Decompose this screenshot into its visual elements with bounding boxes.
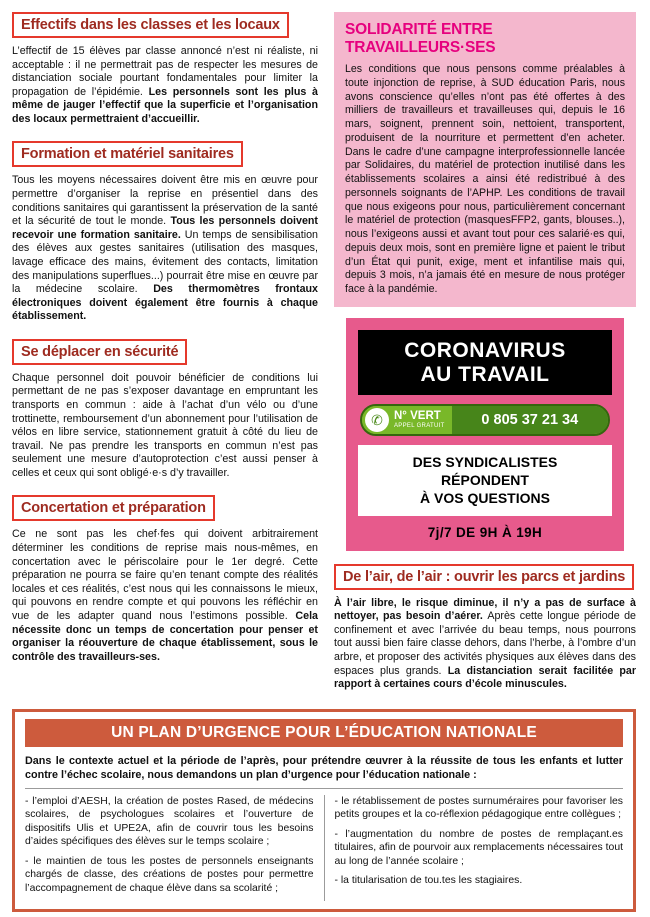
section-title-deplacement: Se déplacer en sécurité (12, 339, 187, 365)
numero-vert-label (394, 411, 445, 429)
section-body-deplacement: Chaque personnel doit pouvoir bénéficier de conditions lui permettant de ne pas s’exposer davantage en empruntant les transports en commun : aide à l’achat d’un vélo ou d’une trottinette, remboursement d’un abonnement pour l’utilisation de vélos en libre service, stationnement gratuit à côté du lieu de travail. Ne pas prendre les transports en commun n’est pas seulement une mesure d’autoprotection c’est aussi penser à celles et ceux qui sont obligé·e·s d’y travailler. (12, 371, 318, 479)
plan-list-right (325, 795, 624, 902)
section-body-formation: Tous les moyens nécessaires doivent être mis en œuvre pour permettre d’organiser la reprise en présentiel dans des conditions sanitaires qui garantissent la préservation de la santé et la sécurité de tout le monde. Tous les personnels doivent recevoir une formation sanitaire. Un temps de sensibilisation des élèves aux gestes sanitaires (utilisation des masques, lavage efficace des mains, évitement des contacts, limitation des manipulations superflues...) pourrait être mise en œuvre par la médecine scolaire. Des thermomètres frontaux électroniques doivent également être fournis à chaque établissement. (12, 174, 318, 323)
plan-item: - le maintien de tous les postes de personnels enseignants chargés de classe, des créations de postes pour permettre l’accompagnement de chaque élève dans sa scolarité ; (25, 855, 314, 894)
section-body-air: À l’air libre, le risque diminue, il n’y a pas de surface à nettoyer, pas besoin d’aérer. Après cette longue période de confinement et avec l’arrivée du beau temps, nous pourrons tout aussi bien faire classe dehors, dans l’herbe, à l’ombre d’un arbre, et proposer des activités physiques aux élèves dans des espaces plus grands. La distanciation serait facilitée par rapport à certaines cours d’école minuscules. (334, 596, 637, 691)
column-left (12, 12, 318, 707)
plan-item: - l’emploi d’AESH, la création de postes Rased, de médecins scolaires, de psychologues scolaires et l’ouverture de dispositifs Ulis et UPE2A, afin de couvrir tous les besoins d’aides spécifiques des élèves sur le temps scolaire ; (25, 795, 314, 848)
section-air (334, 564, 636, 692)
section-title-formation: Formation et matériel sanitaires (12, 141, 243, 167)
hotline-phone-number: 0 805 37 21 34 (452, 406, 608, 434)
coronavirus-card-title (358, 330, 612, 395)
solidarity-box (334, 12, 636, 307)
subtitle-line2: RÉPONDENT (441, 472, 529, 489)
section-title-concertation: Concertation et préparation (12, 495, 215, 521)
coronavirus-card (346, 318, 624, 551)
subtitle-line1: DES SYNDICALISTES (412, 454, 558, 471)
numero-vert-text: N° VERT (394, 410, 441, 423)
section-body-concertation: Ce ne sont pas les chef·fes qui doivent arbitrairement déterminer les conditions de reprise mais nous-mêmes, en concertation avec le périscolaire pour le 1er degré. Cette préparation ne pourra se faire qu’en tenant compte des réalités locales et ces réalités, c’est nous qui les connaissons le mieux, qui pouvons en rendre compte et qui pouvons les réfléchir en vue de les adapter quand nous l’estimons possible. Cela nécessite donc un temps de concertation pour penser et organiser la réouverture de chaque établissement, sous le contrôle des travailleurs-ses. (12, 528, 318, 663)
phone-icon: ✆ (365, 408, 389, 432)
column-right (334, 12, 636, 707)
section-title-effectifs: Effectifs dans les classes et les locaux (12, 12, 289, 38)
plan-item: - le rétablissement de postes surnuméraires pour favoriser les petits groupes et la co-réflexion pédagogique entre collègues ; (334, 795, 623, 821)
numero-vert-badge (360, 404, 610, 436)
solidarity-title: SOLIDARITÉ ENTRE TRAVAILLEURS·SES (345, 21, 496, 56)
coronavirus-title-line1: CORONAVIRUS (404, 339, 566, 363)
plan-item: - l’augmentation du nombre de postes de remplaçant.es titulaires, afin de pourvoir aux remplacements nécessaires tout au long de l’année scolaire ; (334, 828, 623, 867)
plan-item: - la titularisation de tou.tes les stagiaires. (334, 875, 523, 887)
coronavirus-card-subtitle (358, 445, 612, 516)
section-body-effectifs: L’effectif de 15 élèves par classe annoncé n’est ni réaliste, ni acceptable : il ne permettrait pas de respecter les mesures de distanciation sociale pourtant fondamentales pour limiter la propagation de l’épidémie. Les personnels sont les plus à même de jauger l’effectif que la superficie et l’organisation des locaux permettraient d’accueillir. (12, 45, 318, 125)
section-deplacement (12, 339, 318, 481)
plan-title: UN PLAN D’URGENCE POUR L’ÉDUCATION NATIONALE (25, 719, 623, 747)
plan-box (12, 709, 636, 913)
two-column-area (12, 12, 636, 707)
section-effectifs (12, 12, 318, 126)
section-formation (12, 141, 318, 323)
appel-gratuit-text: APPEL GRATUIT (394, 422, 445, 429)
plan-list-left (25, 795, 325, 902)
section-title-air: De l’air, de l’air : ouvrir les parcs et jardins (334, 564, 634, 590)
subtitle-line3: À VOS QUESTIONS (420, 490, 550, 507)
solidarity-body: Les conditions que nous pensons comme préalables à toute injonction de reprise, à SUD éducation Paris, nous avons conscience qu’elles n’ont pas été offertes à des milliers de travailleurs et travailleuses qui, depuis le 16 mars, soignent, prennent soin, nettoient, transportent, produisent de la nourriture et permettent d’en acheter. Dans le cadre d’une campagne interprofessionnelle lancée par Solidaires, du matériel de protection inutilisé dans les établissements scolaires a ainsi été redistribué à des personnels soignants de l’APHP. Les conditions de travail que nous exigeons pour nous, particulièrement concernant le matériel de protection (masquesFFP2, gants, blouses..), nous l’exigeons aussi et avant tout pour ces salarié·es qui, depuis deux mois, sont en première ligne et paient le tribut d’un État qui punit, exige, ment et infantilise mais qui, depuis 3 mois, n’a jamais été en mesure de nous protéger face à la pandémie. (345, 63, 625, 296)
plan-intro: Dans le contexte actuel et la période de l’après, pour prétendre œuvrer à la réussite de tous les enfants et lutter contre l’échec scolaire, nous demandons un plan d’urgence pour l’éducation nationale : (25, 754, 623, 789)
numero-vert-left (362, 406, 452, 434)
plan-columns (25, 795, 623, 902)
hotline-hours: 7j/7 DE 9H À 19H (427, 524, 543, 540)
coronavirus-title-line2: AU TRAVAIL (420, 362, 550, 386)
section-concertation (12, 495, 318, 664)
